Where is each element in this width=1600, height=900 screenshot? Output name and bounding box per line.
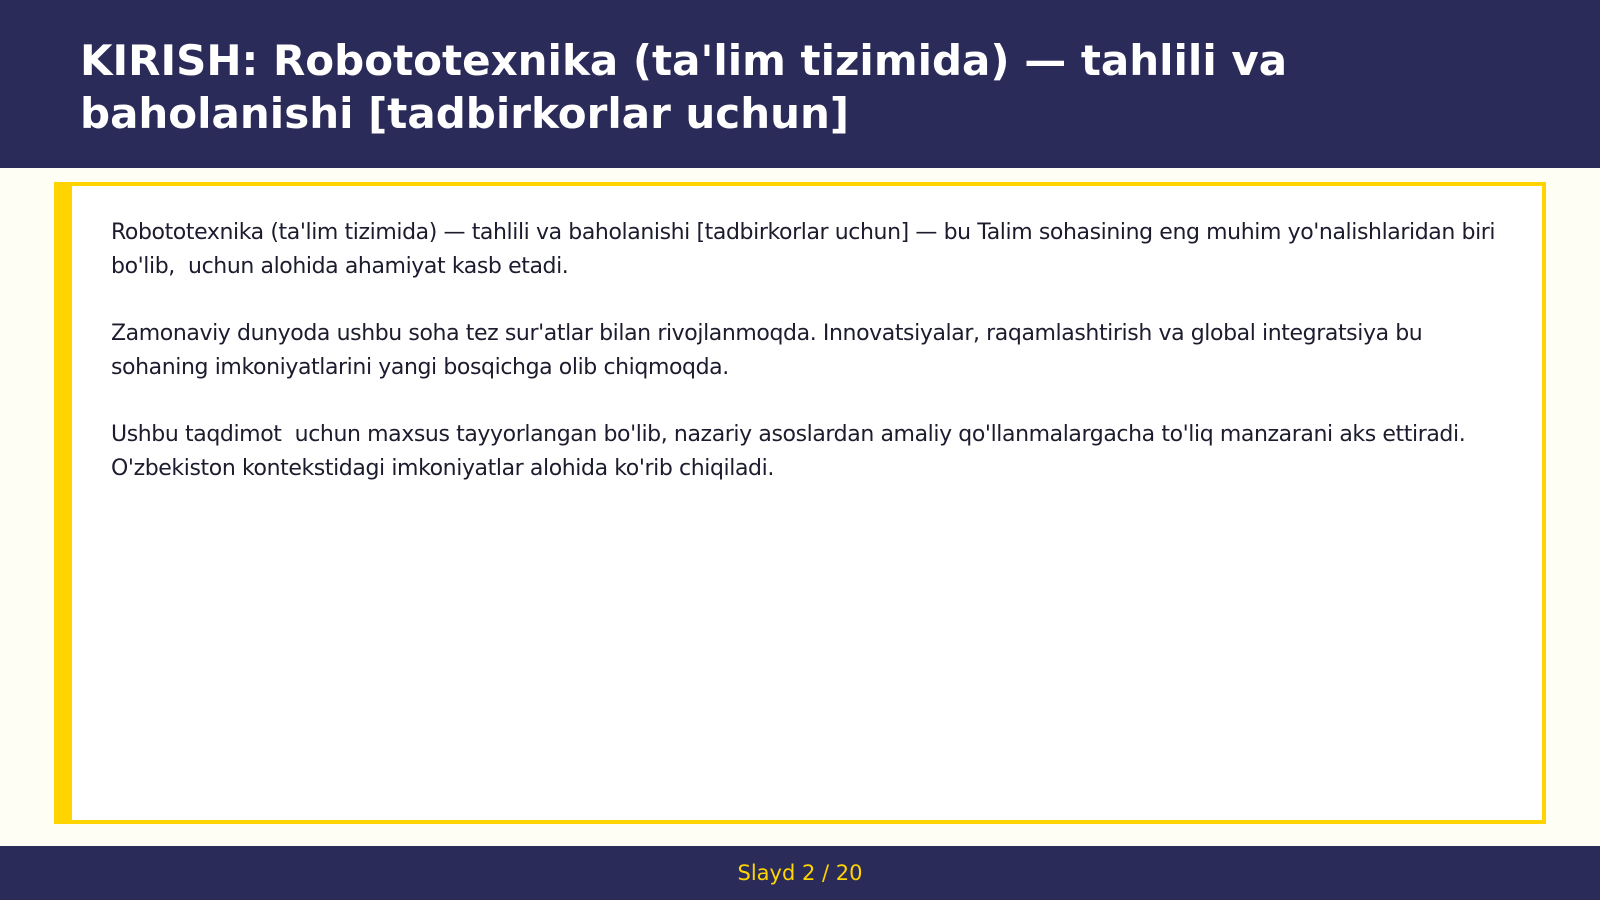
content-text — [111, 216, 1511, 519]
content-frame — [54, 182, 1546, 824]
slide-number: Slayd 2 / 20 — [737, 861, 863, 885]
presentation-purpose-paragraph: Ushbu taqdimot uchun maxsus tayyorlangan bo'lib, nazariy asoslardan amaliy qo'llanmalargacha to'liq manzarani aks ettiradi. O'zbekiston kontekstidagi imkoniyatlar alohida ko'rib chiqiladi. — [111, 422, 1472, 481]
slide-title: KIRISH: Robototexnika (ta'lim tizimida) — tahlili va baholanishi [tadbirkorlar uchun] — [80, 36, 1288, 138]
intro-paragraph: Robototexnika (ta'lim tizimida) — tahlili va baholanishi [tadbirkorlar uchun] — bu Talim sohasining eng muhim yo'nalishlaridan biri bo'lib, uchun alohida ahamiyat kasb etadi. — [111, 220, 1502, 279]
slide-footer — [0, 846, 1600, 900]
slide-header — [0, 0, 1600, 168]
modern-world-paragraph: Zamonaviy dunyoda ushbu soha tez sur'atlar bilan rivojlanmoqda. Innovatsiyalar, raqamlashtirish va global integratsiya bu sohaning imkoniyatlarini yangi bosqichga olib chiqmoqda. — [111, 321, 1429, 380]
